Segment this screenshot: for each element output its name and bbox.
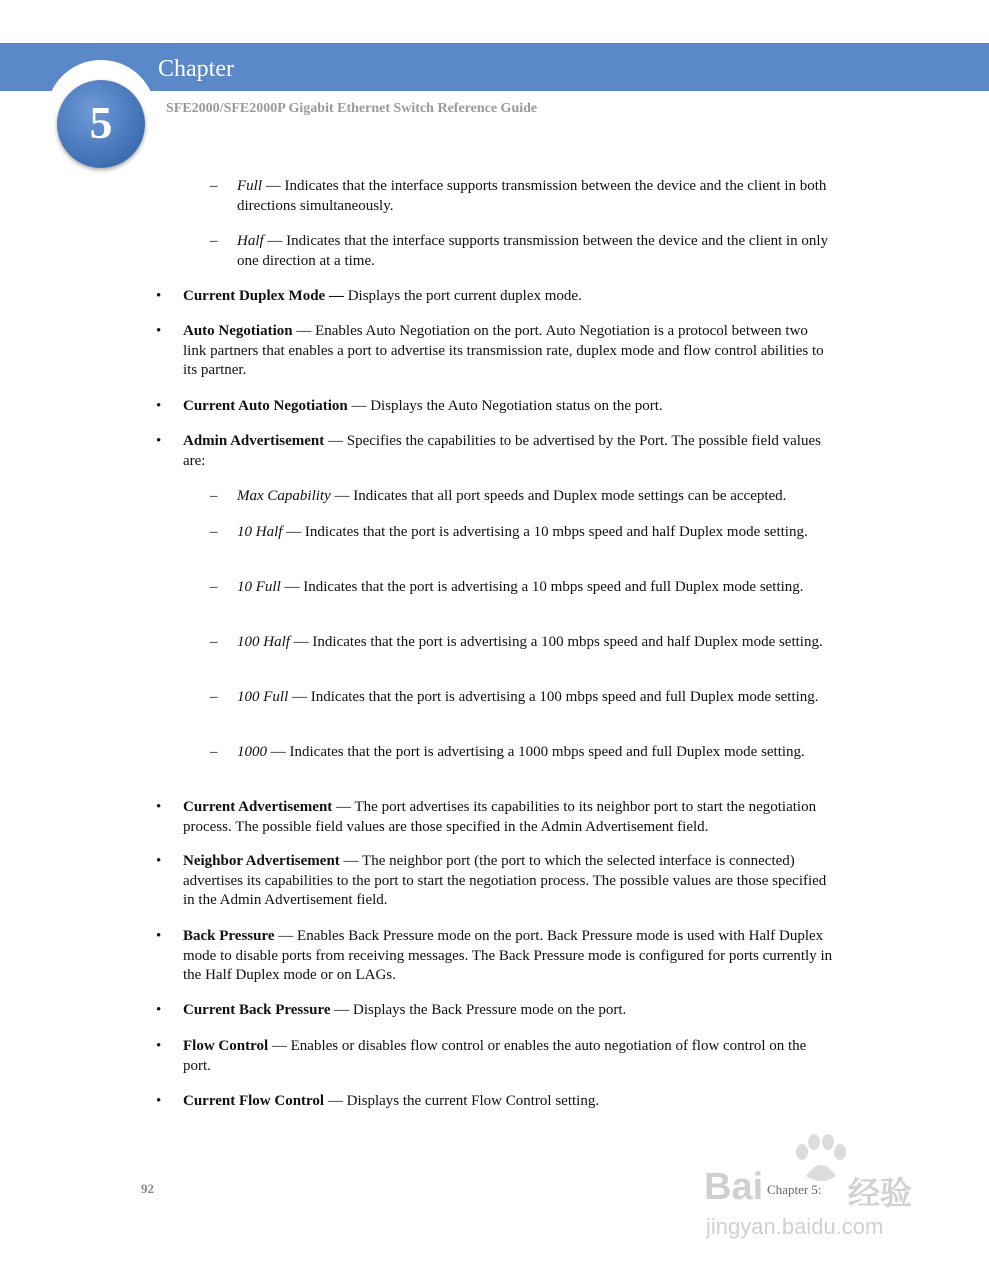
list-item-current-flow-control — [156, 1092, 833, 1112]
dash-marker: – — [210, 744, 218, 760]
list-item-100-half — [210, 633, 833, 653]
dash-marker: – — [210, 524, 218, 540]
item-term: 10 Half — [237, 524, 283, 540]
bullet-marker: • — [156, 1002, 162, 1018]
item-desc: — Indicates that the port is advertising a 1000 mbps speed and full Duplex mode setting. — [267, 744, 805, 760]
list-item-current-duplex-mode — [156, 287, 833, 307]
item-desc: — Indicates that the port is advertising a 10 mbps speed and half Duplex mode setting. — [282, 524, 808, 540]
dash-marker: – — [210, 579, 218, 595]
item-desc: — Indicates that all port speeds and Duplex mode settings can be accepted. — [330, 488, 787, 504]
list-item-auto-negotiation — [156, 322, 833, 381]
item-desc: — Indicates that the port is advertising a 100 mbps speed and full Duplex mode setting. — [288, 689, 819, 705]
chapter-heading: Chapter — [158, 56, 234, 82]
bullet-marker: • — [156, 433, 162, 449]
item-desc: — The neighbor port (the port to which the selected interface is connected) advertises its capabilities to the port to start the negotiation process. The possible values are those specified in the Admin Advertisement field. — [183, 853, 827, 908]
dash-marker: – — [210, 634, 218, 650]
item-desc: — Indicates that the port is advertising a 100 mbps speed and half Duplex mode setting. — [289, 634, 823, 650]
header-band — [0, 43, 989, 91]
list-item-current-advertisement — [156, 798, 833, 837]
list-item-admin-advertisement — [156, 432, 833, 471]
bullet-marker: • — [156, 1038, 162, 1054]
item-term: 1000 — [237, 744, 267, 760]
item-desc: — Enables Back Pressure mode on the port. Back Pressure mode is used with Half Duplex mode to disable ports from receiving messages. The Back Pressure mode is configured for ports currently in the Half Duplex mode or on LAGs. — [183, 928, 833, 983]
item-term: Back Pressure — [183, 928, 275, 944]
dash-marker: – — [210, 488, 218, 504]
list-item-current-back-pressure — [156, 1001, 833, 1021]
bullet-marker: • — [156, 398, 162, 414]
watermark-logo-text: Bai — [704, 1166, 764, 1208]
item-desc: — Enables or disables flow control or enables the auto negotiation of flow control on the port. — [183, 1038, 807, 1074]
item-term: Current Flow Control — [183, 1093, 325, 1109]
item-term: 10 Full — [237, 579, 281, 595]
list-item-10-full — [210, 578, 833, 598]
item-desc: — Enables Auto Negotiation on the port. Auto Negotiation is a protocol between two link partners that enables a port to advertise its transmission rate, duplex mode and flow control abilities to its partner. — [183, 323, 824, 378]
list-item-1000 — [210, 743, 833, 763]
dash-marker: – — [210, 689, 218, 705]
item-desc: — Specifies the capabilities to be advertised by the Port. The possible field values are: — [183, 433, 821, 469]
list-item-full — [210, 177, 833, 216]
bullet-marker: • — [156, 928, 162, 944]
item-term: 100 Full — [237, 689, 289, 705]
dash-marker: – — [210, 233, 218, 249]
bullet-marker: • — [156, 853, 162, 869]
bullet-marker: • — [156, 799, 162, 815]
chapter-number: 5 — [89, 97, 113, 148]
guide-title: SFE2000/SFE2000P Gigabit Ethernet Switch Reference Guide — [166, 101, 538, 116]
watermark-url: jingyan.baidu.com — [706, 1214, 884, 1239]
item-term: Neighbor Advertisement — [183, 853, 340, 869]
item-desc: — Indicates that the interface supports transmission between the device and the client in only one direction at a time. — [237, 233, 829, 269]
item-term: Admin Advertisement — [183, 433, 325, 449]
item-term: Max Capability — [237, 488, 331, 504]
item-desc: — Displays the Auto Negotiation status on the port. — [347, 398, 663, 414]
list-item-current-auto-negotiation — [156, 397, 833, 417]
item-term: 100 Half — [237, 634, 290, 650]
list-item-max-capability — [210, 487, 833, 507]
list-item-100-full — [210, 688, 833, 708]
item-desc: — Displays the Back Pressure mode on the port. — [330, 1002, 627, 1018]
item-term: Full — [237, 178, 262, 194]
bullet-marker: • — [156, 323, 162, 339]
baidu-watermark — [700, 1130, 940, 1250]
list-item-flow-control — [156, 1037, 833, 1076]
watermark-logo-cn: 经验 — [848, 1175, 913, 1211]
item-term: Current Advertisement — [183, 799, 333, 815]
item-desc: — Displays the current Flow Control setting. — [324, 1093, 600, 1109]
chapter-badge — [57, 80, 145, 168]
dash-marker: – — [210, 178, 218, 194]
list-item-back-pressure — [156, 927, 833, 986]
list-item-10-half — [210, 523, 833, 543]
list-item-half — [210, 232, 833, 271]
list-item-neighbor-advertisement — [156, 852, 833, 911]
item-desc: — The port advertises its capabilities to its neighbor port to start the negotiation process. The possible field values are those specified in the Admin Advertisement field. — [183, 799, 817, 835]
item-desc: — Indicates that the interface supports transmission between the device and the client in both directions simultaneously. — [237, 178, 827, 214]
item-term: Flow Control — [183, 1038, 269, 1054]
item-term: Current Duplex Mode — — [183, 288, 344, 304]
paw-icon — [788, 1130, 848, 1190]
item-term: Auto Negotiation — [183, 323, 293, 339]
bullet-marker: • — [156, 288, 162, 304]
bullet-marker: • — [156, 1093, 162, 1109]
footer-chapter-label: Chapter 5: — [767, 1182, 822, 1197]
item-desc: — Indicates that the port is advertising a 10 mbps speed and full Duplex mode setting. — [280, 579, 804, 595]
item-term: Current Auto Negotiation — [183, 398, 348, 414]
page-number: 92 — [141, 1181, 154, 1196]
item-term: Half — [237, 233, 264, 249]
item-term: Current Back Pressure — [183, 1002, 331, 1018]
item-desc: Displays the port current duplex mode. — [343, 288, 582, 304]
